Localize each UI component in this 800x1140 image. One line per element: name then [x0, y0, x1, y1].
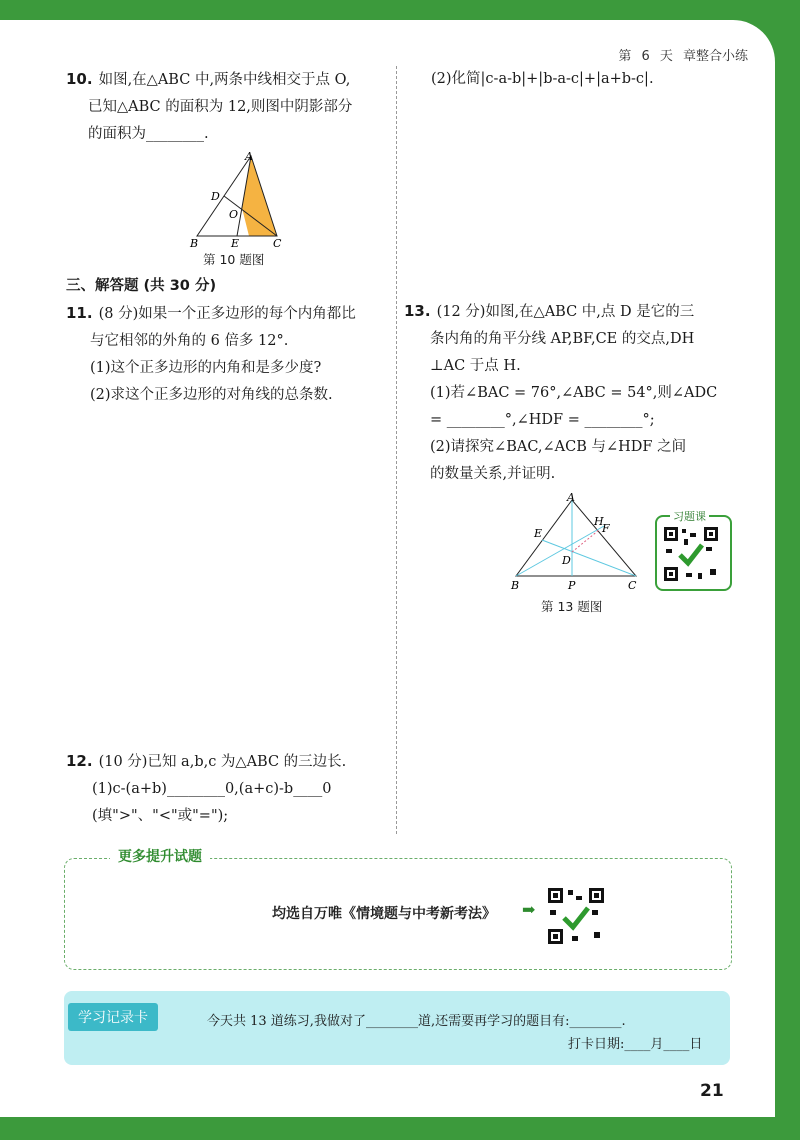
more-exercises-title: 更多提升试题 — [110, 846, 210, 866]
q11-line-4: (2)求这个正多边形的对角线的总条数. — [90, 387, 333, 403]
qr-code-icon[interactable] — [546, 886, 606, 946]
label-b: B — [511, 579, 520, 592]
q12-part-2: (2)化简|c-a-b|+|b-a-c|+|a+b-c|. — [431, 71, 654, 87]
q13-caption: 第 13 题图 — [541, 599, 603, 614]
q11-line-1: (8 分)如果一个正多边形的每个内角都比 — [98, 306, 356, 322]
page-number: 21 — [700, 1081, 724, 1101]
q12-line-1: (10 分)已知 a,b,c 为△ABC 的三边长. — [98, 754, 347, 770]
q10-caption: 第 10 题图 — [203, 252, 265, 267]
q11-line-3: (1)这个正多边形的内角和是多少度? — [90, 360, 322, 376]
label-p: P — [568, 579, 576, 592]
q13-line-2: 条内角的角平分线 AP,BF,CE 的交点,DH — [430, 331, 695, 347]
question-12 — [66, 748, 396, 830]
qr-label: 习题课 — [670, 508, 709, 524]
label-c: C — [273, 237, 282, 248]
question-10 — [66, 66, 386, 148]
label-d: D — [211, 190, 220, 203]
question-number: 12. — [66, 752, 93, 770]
q10-line-1: 如图,在△ABC 中,两条中线相交于点 O, — [98, 72, 351, 88]
running-header: 第 6 天 章整合小练 — [618, 49, 748, 64]
study-record-tag: 学习记录卡 — [68, 1003, 158, 1031]
q11-line-2: 与它相邻的外角的 6 倍多 12°. — [90, 333, 289, 349]
qr-code-icon[interactable] — [662, 525, 720, 583]
q10-line-3: 的面积为________. — [88, 126, 209, 142]
question-11 — [66, 300, 386, 409]
q12-line-3: (填">"、"<"或"="); — [92, 808, 229, 824]
q13-line-3: ⊥AC 于点 H. — [430, 358, 521, 374]
label-e: E — [231, 237, 240, 248]
label-c: C — [628, 579, 637, 592]
section-heading: 三、解答题 (共 30 分) — [66, 278, 217, 294]
column-divider — [396, 66, 397, 834]
q13-triangle-figure — [508, 490, 648, 595]
study-record-line-1: 今天共 13 道练习,我做对了________道,还需要再学习的题目有:________. — [207, 1014, 626, 1029]
q13-line-7: 的数量关系,并证明. — [430, 466, 556, 482]
q13-line-1: (12 分)如图,在△ABC 中,点 D 是它的三 — [436, 304, 695, 320]
more-exercises-text: 均选自万唯《情境题与中考新考法》 — [272, 906, 496, 922]
study-record-date: 打卡日期:____月____日 — [568, 1037, 703, 1052]
shaded-region — [242, 156, 277, 236]
label-b: B — [190, 237, 199, 248]
label-e: E — [534, 527, 543, 540]
q13-line-6: (2)请探究∠BAC,∠ACB 与∠HDF 之间 — [430, 439, 687, 455]
label-h: H — [594, 515, 604, 528]
q12-line-2: (1)c-(a+b)________0,(a+c)-b____0 — [92, 781, 332, 797]
label-d: D — [562, 554, 571, 567]
q13-line-5: = ________°,∠HDF = ________°; — [430, 412, 655, 428]
label-f: F — [602, 522, 610, 535]
question-13 — [404, 298, 744, 488]
question-number: 10. — [66, 70, 93, 88]
label-o: O — [229, 208, 239, 221]
question-number: 13. — [404, 302, 431, 320]
q10-triangle-figure — [185, 148, 295, 248]
q10-line-2: 已知△ABC 的面积为 12,则图中阴影部分 — [88, 99, 353, 115]
label-a: A — [245, 150, 253, 163]
question-number: 11. — [66, 304, 93, 322]
label-a: A — [567, 491, 575, 504]
arrow-right-icon: ➡ — [522, 900, 536, 919]
q13-line-4: (1)若∠BAC = 76°,∠ABC = 54°,则∠ADC — [430, 385, 718, 401]
